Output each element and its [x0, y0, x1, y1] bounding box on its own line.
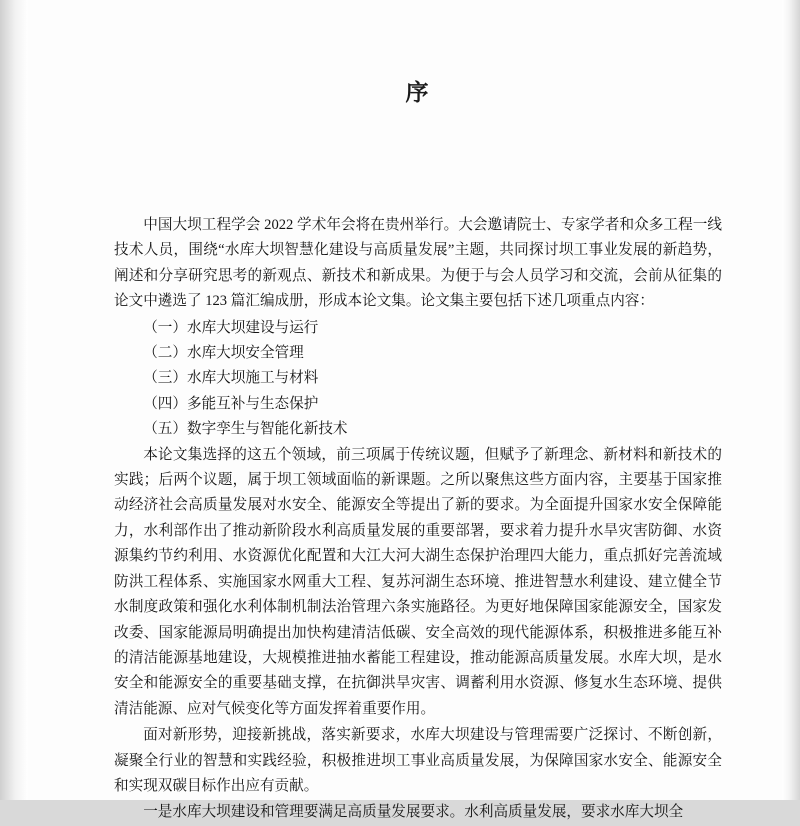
- list-item: （二）水库大坝安全管理: [143, 345, 304, 362]
- list-item: （五）数字孪生与智能化新技术: [143, 421, 348, 438]
- page-sheet: [28, 0, 782, 821]
- page-title: 序: [405, 80, 431, 105]
- paragraph-point-one: 一是水库大坝建设和管理要满足高质量发展要求。水利高质量发展，要求水库大坝全: [143, 804, 684, 821]
- page-content: [114, 0, 722, 821]
- topic-list: [114, 316, 722, 443]
- paragraph-outlook: 面对新形势，迎接新挑战，落实新要求，水库大坝建设与管理需要广泛探讨、不断创新，凝聚全行业的智慧和实践经验，积极推进坝工事业高质量发展，为保障国家水安全、能源安全和实现双碳目标作出应有贡献。: [114, 727, 722, 794]
- paragraph-intro: 中国大坝工程学会 2022 学术年会将在贵州举行。大会邀请院士、专家学者和众多工程一线技术人员，围绕“水库大坝智慧化建设与高质量发展”主题，共同探讨坝工事业发展的新趋势，阐述和分享研究思考的新观点、新技术和新成果。为便于与会人员学习和交流，会前从征集的论文中遴选了 123 篇汇编成册，形成本论文集。论文集主要包括下述几项重点内容：: [114, 217, 722, 310]
- list-item: （三）水库大坝施工与材料: [143, 370, 319, 387]
- paragraph-background: 本论文集选择的这五个领域，前三项属于传统议题，但赋予了新理念、新材料和新技术的实践；后两个议题，属于坝工领域面临的新课题。之所以聚焦这些方面内容，主要基于国家推动经济社会高质量发展对水安全、能源安全等提出了新的要求。为全面提升国家水安全保障能力，水利部作出了推动新阶段水利高质量发展的重要部署，要求着力提升水旱灾害防御、水资源集约节约利用、水资源优化配置和大江大河大湖生态保护治理四大能力，重点抓好完善流域防洪工程体系、实施国家水网重大工程、复苏河湖生态环境、推进智慧水利建设、建立健全节水制度政策和强化水利体制机制法治管理六条实施路径。为更好地保障国家能源安全，国家发改委、国家能源局明确提出加快构建清洁低碳、安全高效的现代能源体系，积极推进多能互补的清洁能源基地建设，大规模推进抽水蓄能工程建设，推动能源高质量发展。水库大坝，是水安全和能源安全的重要基础支撑，在抗御洪旱灾害、调蓄利用水资源、修复水生态环境、提供清洁能源、应对气候变化等方面发挥着重要作用。: [114, 446, 722, 717]
- list-item: （四）多能互补与生态保护: [143, 395, 319, 412]
- list-item: （一）水库大坝建设与运行: [143, 319, 319, 336]
- document-body: [114, 213, 722, 826]
